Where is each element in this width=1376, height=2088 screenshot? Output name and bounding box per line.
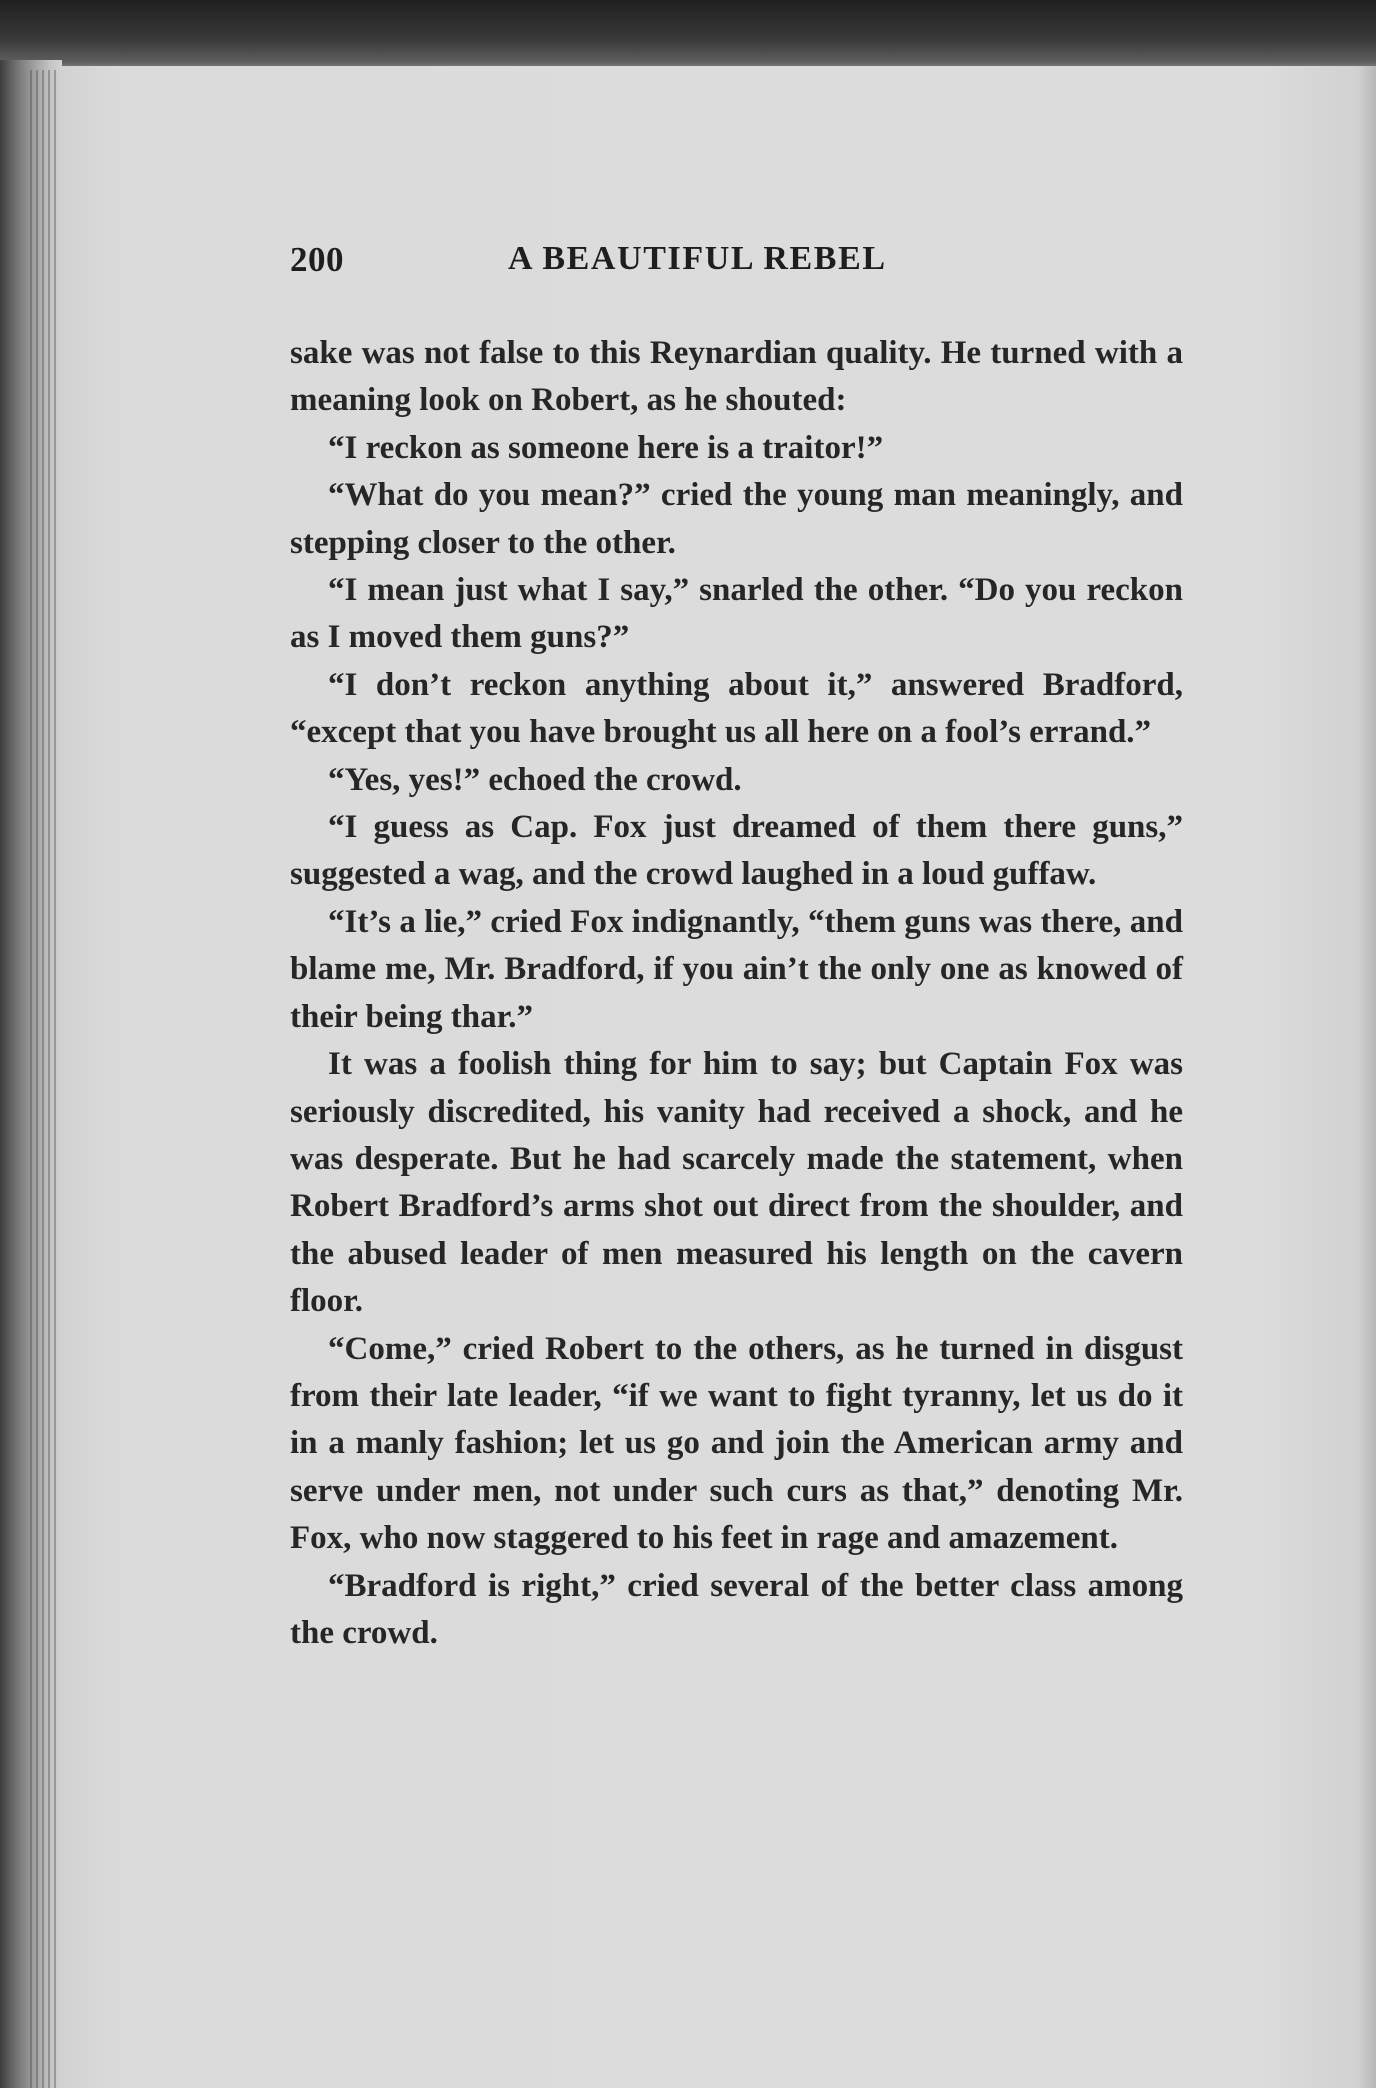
paragraph: sake was not false to this Reynardian quality. He turned with a meaning look on Robert, as he shouted: — [290, 335, 1183, 419]
paragraph: “What do you mean?” cried the young man meaningly, and stepping closer to the other. — [290, 477, 1183, 561]
running-header — [290, 240, 1190, 290]
running-title: A BEAUTIFUL REBEL — [508, 240, 887, 277]
paragraph: “Yes, yes!” echoed the crowd. — [328, 761, 742, 798]
page-number: 200 — [290, 240, 344, 279]
paragraph: “Come,” cried Robert to the others, as he turned in disgust from their late leader, “if we want to fight tyranny, let us do it in a manly fashion; let us go and join the American army and serve under men, not under such curs as that,” denoting Mr. Fox, who now staggered to his feet in rage and amazement. — [290, 1330, 1183, 1557]
paragraph: “I reckon as someone here is a traitor!” — [328, 429, 884, 466]
page-shadow — [1358, 66, 1376, 2088]
page-edges — [30, 70, 60, 2088]
body-text — [290, 330, 1183, 1657]
paragraph: “It’s a lie,” cried Fox indignantly, “them guns was there, and blame me, Mr. Bradford, if you ain’t the only one as knowed of their being thar.” — [290, 903, 1183, 1035]
paragraph: “I guess as Cap. Fox just dreamed of them there guns,” suggested a wag, and the crowd laughed in a loud guffaw. — [290, 809, 1183, 893]
paragraph: “I don’t reckon anything about it,” answered Bradford, “except that you have brought us all here on a fool’s errand.” — [290, 666, 1183, 751]
paragraph: “I mean just what I say,” snarled the other. “Do you reckon as I moved them guns?” — [290, 572, 1183, 656]
paragraph: It was a foolish thing for him to say; but Captain Fox was seriously discredited, his vanity had received a shock, and he was desperate. But he had scarcely made the statement, when Robert Bradford’s arms shot out direct from the shoulder, and the abused leader of men measured his length on the cavern floor. — [290, 1046, 1183, 1320]
paragraph: “Bradford is right,” cried several of the better class among the crowd. — [290, 1567, 1183, 1651]
